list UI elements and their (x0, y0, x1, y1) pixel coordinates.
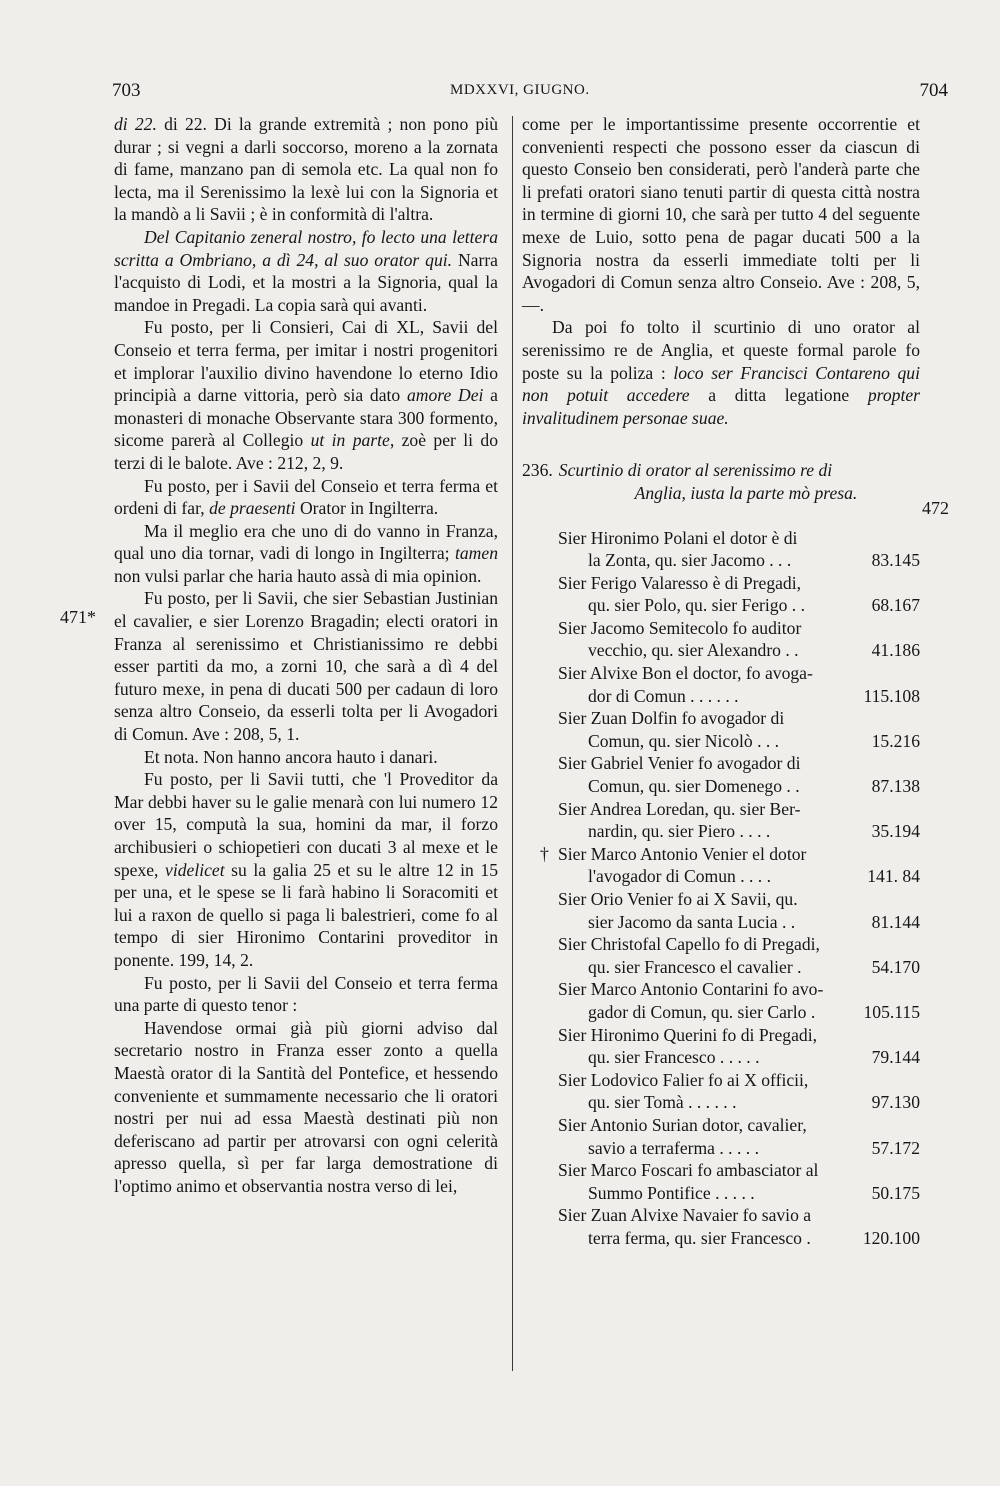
vote-score: 97.130 (871, 1092, 920, 1113)
text-run: non vulsi parlar che haria hauto assà di mia opinion. (114, 565, 482, 586)
candidate-detail-line: qu. sier Tomà . . . . . . (588, 1092, 737, 1113)
text-run: ut in parte, (310, 430, 395, 451)
candidate-detail-line: l'avogador di Comun . . . . (588, 866, 771, 887)
candidate-entry (522, 617, 920, 662)
text-run: a monasteri di monache Observante stara 300 formento, sicome parerà al Collegio (114, 385, 498, 451)
candidate-entry (522, 978, 920, 1023)
vote-score: 141. 84 (867, 866, 920, 887)
text-run: Orator in Ingilterra. (295, 498, 439, 519)
candidate-entry (522, 527, 920, 572)
candidate-entry (522, 1114, 920, 1159)
scrutiny-heading (522, 459, 920, 504)
candidate-entry (522, 572, 920, 617)
candidate-detail-line: gador di Comun, qu. sier Carlo . (588, 1001, 816, 1022)
candidate-detail-line: dor di Comun . . . . . . (588, 685, 739, 706)
text-run: Narra l'acquisto di Lodi, et la mostri a la Signoria, qual la mandoe in Pregadi. La copia sarà qui avanti. (114, 249, 498, 315)
right-column (522, 113, 920, 1250)
column-divider (512, 116, 513, 1371)
text-run: Fu posto, per li Savii tutti, che 'l Proveditor da Mar debbi haver su le galie menarà con lui numero 12 over 15, computà la sua, homini da mar, il forzo archibusieri o schiopetieri con ducati 3 al mexe et le spexe, (114, 769, 498, 880)
candidate-name-line: Sier Orio Venier fo ai X Savii, qu. (558, 889, 798, 909)
paragraph (114, 768, 498, 971)
candidate-name-line: Sier Zuan Dolfin fo avogador di (558, 708, 785, 729)
scrutiny-title-line: Scurtinio di orator al serenissimo re di (558, 460, 833, 481)
candidate-name-line: Sier Marco Foscari fo ambasciator al (558, 1160, 819, 1181)
paragraph (114, 226, 498, 316)
running-title: MDXXVI, GIUGNO. (450, 82, 590, 98)
text-run: Fu posto, per li Consieri, Cai di XL, Savii del Conseio et terra ferma, per imitar i nostri progenitori et implorar l'auxilio divino havendone lo eterno Idio principià a darne vittoria, però sia dato (114, 317, 498, 406)
candidate-detail-line: qu. sier Francesco . . . . . (588, 1047, 760, 1068)
candidate-detail-line: qu. sier Francesco el cavalier . (588, 956, 802, 977)
paragraph: Fu posto, per li Savii, che sier Sebastian Justinian el cavalier, e sier Lorenzo Bragadin; electi oratori in Franza al serenissimo et Christianissimo re debbi esser partiti da mo, a zorni 10, che sarà a dì 4 del futuro mexe, in pena di ducati 500 per cadaun di loro senza altro Conseio, da esserli tolta per li Avogadori di Comun. Ave : 208, 5, 1. (114, 588, 498, 745)
paragraph: Havendose ormai già più giorni adviso dal secretario nostro in Franza esser zonto a quella Maestà orator di la Santità del Pontefice, et hessendo conveniente et summamente necessario che li oratori nostri per nui ad essa Maestà destinati più non deferiscano ad partir per atrovarsi con ogni celerità apresso quella, sì per far larga demostratione di l'optimo animo et observantia nostra verso di lei, (114, 1017, 498, 1196)
scrutiny-section (522, 459, 920, 1249)
margin-number-left: 471* (60, 607, 96, 627)
vote-score: 68.167 (871, 595, 920, 616)
candidate-name-line: Sier Marco Antonio Contarini fo avo- (558, 979, 824, 1000)
paragraph (522, 316, 920, 429)
candidate-detail-line: nardin, qu. sier Piero . . . . (588, 821, 771, 842)
candidate-detail-line: terra ferma, qu. sier Francesco . (588, 1227, 811, 1248)
candidate-name-line: Sier Antonio Surian dotor, cavalier, (558, 1114, 807, 1135)
vote-score: 79.144 (871, 1047, 920, 1068)
vote-score: 120.100 (862, 1227, 920, 1248)
candidate-entry (522, 933, 920, 978)
paragraph (114, 113, 498, 226)
left-page-number: 703 (112, 80, 141, 101)
candidate-detail-line: vecchio, qu. sier Alexandro . . (588, 640, 799, 661)
vote-score: 87.138 (871, 776, 920, 797)
vote-score: 105.115 (863, 1001, 920, 1022)
text-run: loco ser Francisci Contareno qui non potuit accedere (522, 362, 920, 406)
vote-score: 83.145 (871, 550, 920, 571)
text-run: de praesenti (209, 498, 296, 519)
candidate-detail-line: la Zonta, qu. sier Jacomo . . . (588, 550, 792, 571)
candidate-name-line: Sier Andrea Loredan, qu. sier Ber- (558, 798, 801, 819)
paragraph (114, 475, 498, 520)
paragraph (114, 520, 498, 588)
candidate-entry (522, 888, 920, 933)
vote-score: 41.186 (871, 640, 920, 661)
text-run: videlicet (165, 859, 225, 880)
vote-score: 35.194 (871, 821, 920, 842)
candidate-entry (522, 843, 920, 888)
text-run: di 22. (114, 114, 157, 134)
margin-number-right: 472 (922, 498, 949, 518)
vote-score: 81.144 (871, 911, 920, 932)
scrutiny-title-line: Anglia, iusta la parte mò presa. (634, 482, 858, 503)
candidate-name-line: Sier Marco Antonio Venier el dotor (558, 843, 807, 864)
text-run: zoè per li do terzi di le balote. Ave : 212, 2, 9. (114, 430, 499, 473)
candidate-detail-line: Comun, qu. sier Nicolò . . . (588, 730, 780, 751)
candidate-name-line: Sier Lodovico Falier fo ai X officii, (558, 1069, 809, 1090)
text-run: tamen (455, 543, 498, 564)
left-column (114, 113, 498, 1198)
candidate-name-line: Sier Ferigo Valaresso è di Pregadi, (558, 572, 802, 593)
dagger-mark: † (540, 843, 549, 864)
candidate-entry (522, 1204, 920, 1249)
text-run: Fu posto, per i Savii del Conseio et terra ferma et ordeni di far, (114, 475, 498, 519)
candidate-name-line: Sier Zuan Alvixe Navaier fo savio a (558, 1205, 812, 1226)
candidate-detail-line: Comun, qu. sier Domenego . . (588, 776, 800, 797)
right-page-number: 704 (919, 80, 948, 101)
candidate-name-line: Sier Gabriel Venier fo avogador di (558, 753, 801, 774)
candidate-list (522, 527, 920, 1250)
vote-score: 57.172 (871, 1137, 920, 1158)
text-run: Ma il meglio era che uno di do vanno in Franza, qual uno dia tornar, vadi di longo in Ingilterra; (114, 520, 498, 564)
text-run: di 22. Di la grande extremità ; non pono più durar ; si vegni a darli soccorso, moreno a la zornata di fame, manzano pan di semola etc. La qual non fo lecta, ma il Serenissimo la lexè lui con la Signoria et la mandò a li Savii ; è in conformità di l'altra. (114, 114, 499, 225)
paragraph: Et nota. Non hanno ancora hauto i danari. (144, 746, 438, 767)
candidate-entry (522, 707, 920, 752)
candidate-detail-line: qu. sier Polo, qu. sier Ferigo . . (588, 595, 805, 616)
paragraph (114, 316, 498, 474)
candidate-detail-line: savio a terraferma . . . . . (588, 1137, 759, 1158)
text-run: a ditta legatione (689, 385, 868, 406)
candidate-name-line: Sier Jacomo Semitecolo fo auditor (558, 617, 802, 638)
text-run: amore Dei (406, 385, 484, 406)
candidate-name-line: Sier Alvixe Bon el doctor, fo avoga- (558, 663, 813, 684)
scrutiny-number: 236. (522, 460, 553, 481)
candidate-entry (522, 1159, 920, 1204)
candidate-name-line: Sier Christofal Capello fo di Pregadi, (558, 934, 820, 955)
paragraph: Fu posto, per li Savii del Conseio et terra ferma una parte di questo tenor : (114, 972, 498, 1016)
candidate-entry (522, 1024, 920, 1069)
candidate-entry (522, 662, 920, 707)
candidate-detail-line: Summo Pontifice . . . . . (588, 1182, 755, 1203)
candidate-entry (522, 752, 920, 797)
text-run: Da poi fo tolto il scurtinio di uno orator al serenissimo re de Anglia, et queste formal parole fo poste su la poliza : (522, 317, 920, 383)
candidate-entry (522, 798, 920, 843)
text-run: Del Capitanio zeneral nostro, fo lecto una lettera scritta a Ombriano, a dì 24, al suo orator qui. (114, 226, 498, 270)
paragraph: come per le importantissime presente occorrentie et convenienti respecti che possono esser da ciascun di questo Conseio ben considerati, però l'anderà parte che li prefati oratori siano tenuti partir di questa città nostra in termine di giorni 10, che sarà per tutto 4 del seguente mexe de Luio, sotto pena de pagar ducati 500 a la Signoria nostra da esserli immediate tolti per li Avogadori di Comun senza altro Conseio. Ave : 208, 5, —. (522, 114, 920, 315)
running-header (112, 80, 948, 108)
candidate-entry (522, 1069, 920, 1114)
vote-score: 50.175 (871, 1182, 920, 1203)
text-run: propter invalitudinem personae suae. (522, 385, 921, 428)
vote-score: 15.216 (871, 730, 920, 751)
candidate-name-line: Sier Hironimo Polani el dotor è di (558, 527, 798, 548)
candidate-detail-line: sier Jacomo da santa Lucia . . (588, 911, 796, 932)
text-run: su la galia 25 et su le altre 12 in 15 per una, et le spese se li farà habino li Soracomiti et lui a raxon de quello si paga li balestrieri, come fo al tempo di sier Hironimo Contarini proveditor in ponente. 199, 14, 2. (114, 859, 498, 970)
vote-score: 115.108 (863, 685, 920, 706)
vote-score: 54.170 (871, 956, 920, 977)
candidate-name-line: Sier Hironimo Querini fo di Pregadi, (558, 1024, 817, 1045)
